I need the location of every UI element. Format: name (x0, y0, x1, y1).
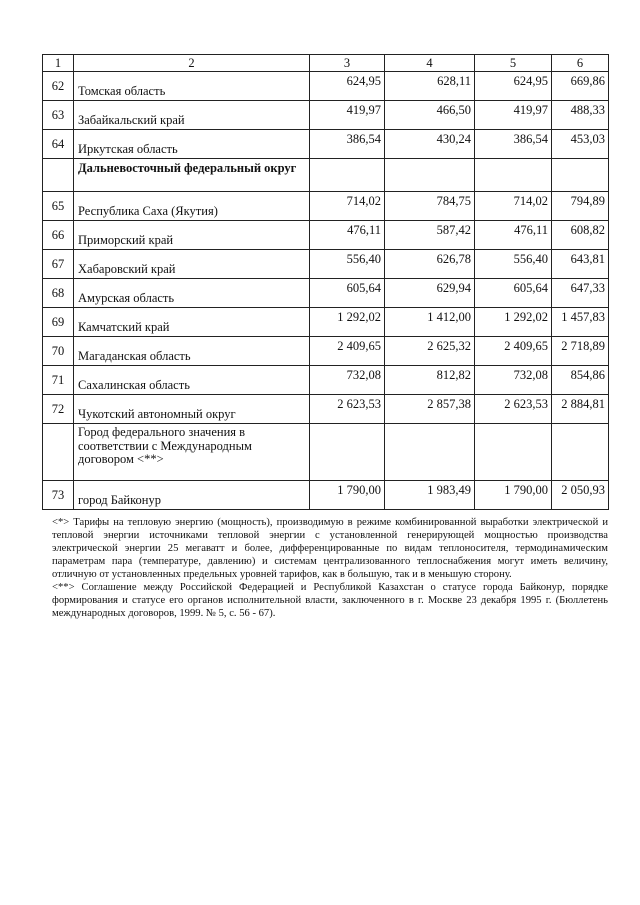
section-row-federal-city (43, 424, 609, 481)
tariff-value: 556,40 (310, 250, 385, 279)
footnote-tariffs: <*> Тарифы на тепловую энергию (мощность), производимую в режиме комбинированной выработки электрической и тепловой энергии источниками тепловой энергии с установленной генерирующей мощностью производства электрической энергии 25 мегаватт и более, дифференцированные по видам теплоносителя, термодинамическим параметрам пара (температуре, давлению) и системам централизованного теплоснабжения могут иметь величину, отличную от установленных предельных уровней тарифов, как в большую, так и в меньшую сторону. (52, 517, 608, 580)
row-number: 71 (43, 366, 74, 395)
tariff-value: 1 983,49 (385, 481, 475, 510)
empty-cell (385, 159, 475, 192)
tariff-value: 2 409,65 (475, 337, 552, 366)
row-number: 63 (43, 101, 74, 130)
tariff-value: 1 790,00 (475, 481, 552, 510)
row-number: 64 (43, 130, 74, 159)
table-row (43, 308, 609, 337)
row-number: 68 (43, 279, 74, 308)
empty-cell (310, 424, 385, 481)
section-title: Город федерального значения в соответствии с Международным договором <**> (74, 424, 310, 481)
section-row-far-east (43, 159, 609, 192)
tariff-table (42, 54, 609, 510)
tariff-value: 587,42 (385, 221, 475, 250)
row-number: 62 (43, 72, 74, 101)
tariff-value: 2 857,38 (385, 395, 475, 424)
region-name: Республика Саха (Якутия) (74, 192, 310, 221)
tariff-value: 476,11 (310, 221, 385, 250)
region-name: Амурская область (74, 279, 310, 308)
tariff-value: 1 412,00 (385, 308, 475, 337)
region-name: Хабаровский край (74, 250, 310, 279)
tariff-value: 1 790,00 (310, 481, 385, 510)
tariff-value: 419,97 (310, 101, 385, 130)
empty-cell (43, 159, 74, 192)
region-name: Приморский край (74, 221, 310, 250)
region-name: Сахалинская область (74, 366, 310, 395)
tariff-value: 386,54 (475, 130, 552, 159)
region-name: Иркутская область (74, 130, 310, 159)
row-number: 66 (43, 221, 74, 250)
tariff-value: 608,82 (552, 221, 609, 250)
tariff-value: 624,95 (475, 72, 552, 101)
tariff-value: 643,81 (552, 250, 609, 279)
region-name: Магаданская область (74, 337, 310, 366)
table-row (43, 101, 609, 130)
tariff-value: 732,08 (475, 366, 552, 395)
column-number-header: 2 (74, 55, 310, 72)
footnotes (52, 516, 608, 620)
tariff-value: 453,03 (552, 130, 609, 159)
tariff-value: 386,54 (310, 130, 385, 159)
row-number: 67 (43, 250, 74, 279)
empty-cell (475, 159, 552, 192)
empty-cell (552, 424, 609, 481)
tariff-value: 1 292,02 (310, 308, 385, 337)
tariff-value: 2 625,32 (385, 337, 475, 366)
column-number-header: 5 (475, 55, 552, 72)
column-number-header: 1 (43, 55, 74, 72)
column-number-header: 6 (552, 55, 609, 72)
region-name: Камчатский край (74, 308, 310, 337)
tariff-value: 854,86 (552, 366, 609, 395)
tariff-value: 488,33 (552, 101, 609, 130)
region-name: Забайкальский край (74, 101, 310, 130)
tariff-value: 2 623,53 (310, 395, 385, 424)
footnote-agreement: <**> Соглашение между Российской Федерацией и Республикой Казахстан о статусе города Байконур, порядке формирования и статусе его органов исполнительной власти, заключенного в г. Москве 23 декабря 1995 г. (Бюллетень международных договоров, 1999. № 5, с. 56 - 67). (52, 582, 608, 619)
tariff-value: 476,11 (475, 221, 552, 250)
table-row (43, 250, 609, 279)
table-row (43, 72, 609, 101)
tariff-value: 2 409,65 (310, 337, 385, 366)
table-row (43, 337, 609, 366)
tariff-value: 556,40 (475, 250, 552, 279)
row-number: 73 (43, 481, 74, 510)
tariff-value: 1 457,83 (552, 308, 609, 337)
table-row (43, 130, 609, 159)
tariff-value: 629,94 (385, 279, 475, 308)
tariff-value: 732,08 (310, 366, 385, 395)
section-title: Дальневосточный федеральный округ (74, 159, 310, 192)
tariff-value: 466,50 (385, 101, 475, 130)
tariff-value: 714,02 (310, 192, 385, 221)
table-row (43, 366, 609, 395)
tariff-value: 784,75 (385, 192, 475, 221)
table-row (43, 221, 609, 250)
empty-cell (475, 424, 552, 481)
tariff-value: 2 050,93 (552, 481, 609, 510)
tariff-value: 605,64 (475, 279, 552, 308)
tariff-value: 1 292,02 (475, 308, 552, 337)
table-row (43, 395, 609, 424)
tariff-value: 605,64 (310, 279, 385, 308)
tariff-value: 419,97 (475, 101, 552, 130)
tariff-value: 2 718,89 (552, 337, 609, 366)
row-number: 69 (43, 308, 74, 337)
tariff-value: 812,82 (385, 366, 475, 395)
empty-cell (310, 159, 385, 192)
tariff-value: 2 884,81 (552, 395, 609, 424)
table-header-row (43, 55, 609, 72)
tariff-value: 669,86 (552, 72, 609, 101)
tariff-value: 2 623,53 (475, 395, 552, 424)
empty-cell (385, 424, 475, 481)
tariff-value: 714,02 (475, 192, 552, 221)
tariff-value: 430,24 (385, 130, 475, 159)
table-row (43, 481, 609, 510)
tariff-value: 628,11 (385, 72, 475, 101)
column-number-header: 4 (385, 55, 475, 72)
region-name: Томская область (74, 72, 310, 101)
row-number: 70 (43, 337, 74, 366)
tariff-value: 626,78 (385, 250, 475, 279)
column-number-header: 3 (310, 55, 385, 72)
row-number: 65 (43, 192, 74, 221)
tariff-value: 794,89 (552, 192, 609, 221)
table-row (43, 279, 609, 308)
empty-cell (43, 424, 74, 481)
empty-cell (552, 159, 609, 192)
row-number: 72 (43, 395, 74, 424)
table-row (43, 192, 609, 221)
region-name: Чукотский автономный округ (74, 395, 310, 424)
tariff-value: 624,95 (310, 72, 385, 101)
tariff-value: 647,33 (552, 279, 609, 308)
region-name: город Байконур (74, 481, 310, 510)
